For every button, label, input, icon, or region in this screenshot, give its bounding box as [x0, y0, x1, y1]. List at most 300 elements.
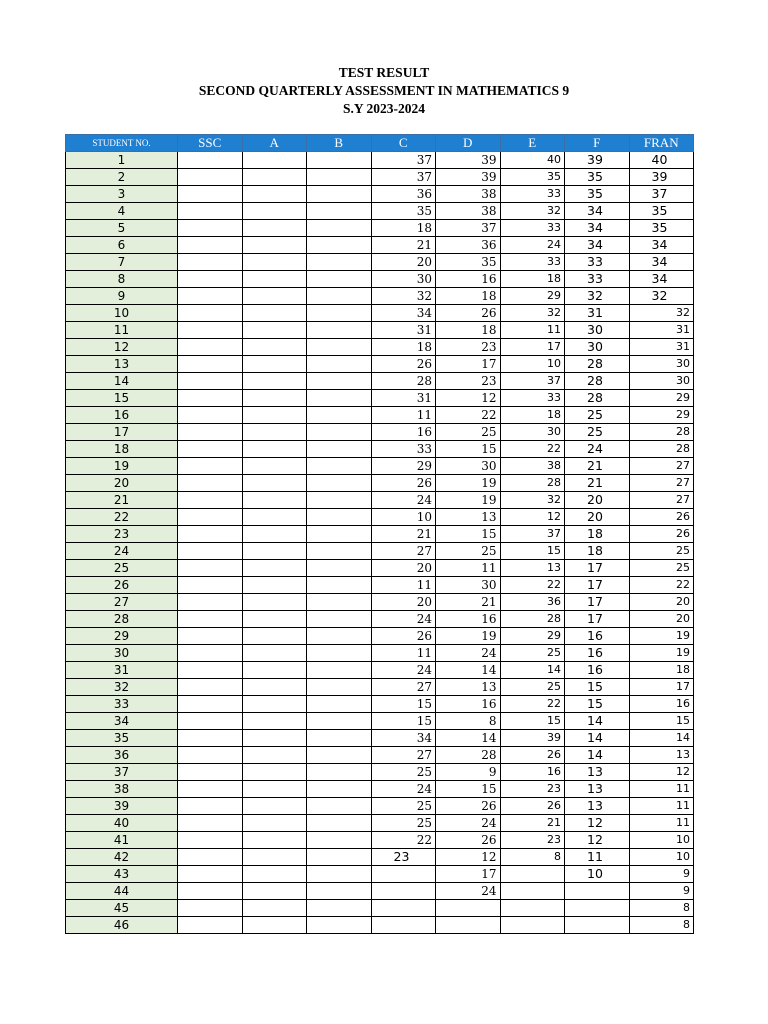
cell-c: 24 [371, 611, 436, 628]
header-f: F [565, 135, 630, 152]
cell-ssc [178, 815, 243, 832]
cell-b [307, 662, 372, 679]
cell-fran: 27 [629, 492, 694, 509]
cell-a [242, 849, 307, 866]
cell-fran: 31 [629, 339, 694, 356]
cell-e: 37 [500, 373, 565, 390]
cell-d: 19 [436, 475, 501, 492]
cell-f: 13 [565, 798, 630, 815]
cell-d: 16 [436, 696, 501, 713]
cell-ssc [178, 526, 243, 543]
cell-e [500, 917, 565, 934]
cell-a [242, 458, 307, 475]
cell-student-no: 22 [66, 509, 178, 526]
table-row [66, 305, 694, 322]
cell-f: 15 [565, 696, 630, 713]
cell-ssc [178, 254, 243, 271]
cell-f: 32 [565, 288, 630, 305]
cell-e: 28 [500, 475, 565, 492]
cell-student-no: 28 [66, 611, 178, 628]
cell-e: 32 [500, 492, 565, 509]
cell-d: 23 [436, 373, 501, 390]
cell-fran: 19 [629, 628, 694, 645]
cell-f: 21 [565, 475, 630, 492]
cell-c [371, 900, 436, 917]
cell-f: 13 [565, 781, 630, 798]
cell-d: 36 [436, 237, 501, 254]
cell-c: 15 [371, 713, 436, 730]
cell-e: 32 [500, 203, 565, 220]
cell-d: 24 [436, 815, 501, 832]
cell-b [307, 730, 372, 747]
header-d: D [436, 135, 501, 152]
table-row [66, 560, 694, 577]
cell-ssc [178, 390, 243, 407]
cell-b [307, 458, 372, 475]
cell-e [500, 866, 565, 883]
cell-b [307, 798, 372, 815]
cell-a [242, 815, 307, 832]
cell-b [307, 696, 372, 713]
cell-e: 40 [500, 152, 565, 169]
cell-student-no: 13 [66, 356, 178, 373]
table-row [66, 203, 694, 220]
cell-f: 25 [565, 424, 630, 441]
cell-student-no: 7 [66, 254, 178, 271]
cell-ssc [178, 356, 243, 373]
cell-fran: 27 [629, 458, 694, 475]
cell-fran: 18 [629, 662, 694, 679]
cell-student-no: 21 [66, 492, 178, 509]
table-row [66, 798, 694, 815]
table-row [66, 322, 694, 339]
cell-fran: 30 [629, 356, 694, 373]
cell-a [242, 424, 307, 441]
table-row [66, 390, 694, 407]
cell-d: 39 [436, 152, 501, 169]
cell-f: 20 [565, 492, 630, 509]
cell-ssc [178, 781, 243, 798]
cell-b [307, 339, 372, 356]
cell-c: 24 [371, 781, 436, 798]
cell-ssc [178, 628, 243, 645]
table-row [66, 917, 694, 934]
cell-b [307, 900, 372, 917]
cell-a [242, 271, 307, 288]
table-row [66, 577, 694, 594]
cell-b [307, 645, 372, 662]
table-row [66, 883, 694, 900]
cell-fran: 39 [629, 169, 694, 186]
cell-e: 33 [500, 186, 565, 203]
cell-ssc [178, 798, 243, 815]
cell-b [307, 407, 372, 424]
cell-e: 38 [500, 458, 565, 475]
cell-ssc [178, 373, 243, 390]
cell-ssc [178, 322, 243, 339]
cell-d: 12 [436, 849, 501, 866]
cell-student-no: 38 [66, 781, 178, 798]
cell-student-no: 4 [66, 203, 178, 220]
cell-d: 16 [436, 271, 501, 288]
cell-b [307, 441, 372, 458]
cell-b [307, 764, 372, 781]
cell-f: 34 [565, 237, 630, 254]
cell-e [500, 900, 565, 917]
cell-e: 29 [500, 288, 565, 305]
cell-ssc [178, 883, 243, 900]
cell-f: 17 [565, 560, 630, 577]
cell-f: 24 [565, 441, 630, 458]
cell-b [307, 815, 372, 832]
cell-a [242, 917, 307, 934]
cell-fran: 15 [629, 713, 694, 730]
cell-e: 33 [500, 390, 565, 407]
cell-f: 16 [565, 645, 630, 662]
cell-ssc [178, 305, 243, 322]
cell-ssc [178, 152, 243, 169]
cell-fran: 29 [629, 407, 694, 424]
table-row [66, 849, 694, 866]
cell-student-no: 17 [66, 424, 178, 441]
cell-d: 24 [436, 883, 501, 900]
cell-c: 30 [371, 271, 436, 288]
cell-a [242, 866, 307, 883]
cell-d: 30 [436, 458, 501, 475]
table-row [66, 730, 694, 747]
cell-fran: 11 [629, 781, 694, 798]
cell-e: 14 [500, 662, 565, 679]
table-row [66, 458, 694, 475]
cell-a [242, 288, 307, 305]
cell-ssc [178, 849, 243, 866]
cell-fran: 11 [629, 815, 694, 832]
cell-c: 36 [371, 186, 436, 203]
cell-ssc [178, 560, 243, 577]
cell-b [307, 152, 372, 169]
cell-ssc [178, 203, 243, 220]
cell-d: 18 [436, 288, 501, 305]
cell-student-no: 1 [66, 152, 178, 169]
cell-f: 25 [565, 407, 630, 424]
cell-a [242, 322, 307, 339]
cell-ssc [178, 220, 243, 237]
cell-e: 22 [500, 441, 565, 458]
cell-d: 15 [436, 781, 501, 798]
table-row [66, 509, 694, 526]
cell-ssc [178, 407, 243, 424]
cell-a [242, 679, 307, 696]
table-row [66, 424, 694, 441]
cell-a [242, 526, 307, 543]
cell-a [242, 509, 307, 526]
table-row [66, 696, 694, 713]
cell-c: 33 [371, 441, 436, 458]
cell-e: 33 [500, 220, 565, 237]
cell-d: 18 [436, 322, 501, 339]
cell-ssc [178, 543, 243, 560]
cell-a [242, 730, 307, 747]
table-row [66, 288, 694, 305]
cell-e: 18 [500, 407, 565, 424]
cell-ssc [178, 611, 243, 628]
cell-a [242, 186, 307, 203]
cell-a [242, 407, 307, 424]
cell-student-no: 10 [66, 305, 178, 322]
cell-a [242, 696, 307, 713]
table-row [66, 186, 694, 203]
header-a: A [242, 135, 307, 152]
cell-student-no: 45 [66, 900, 178, 917]
table-row [66, 662, 694, 679]
cell-a [242, 373, 307, 390]
cell-ssc [178, 645, 243, 662]
cell-student-no: 26 [66, 577, 178, 594]
cell-e: 35 [500, 169, 565, 186]
cell-student-no: 23 [66, 526, 178, 543]
cell-student-no: 40 [66, 815, 178, 832]
cell-student-no: 37 [66, 764, 178, 781]
cell-c: 32 [371, 288, 436, 305]
cell-f: 30 [565, 322, 630, 339]
cell-e: 16 [500, 764, 565, 781]
cell-ssc [178, 679, 243, 696]
cell-ssc [178, 747, 243, 764]
cell-f: 30 [565, 339, 630, 356]
cell-c: 16 [371, 424, 436, 441]
cell-ssc [178, 509, 243, 526]
cell-d: 15 [436, 441, 501, 458]
table-row [66, 543, 694, 560]
cell-c: 34 [371, 305, 436, 322]
cell-d: 14 [436, 730, 501, 747]
table-row [66, 628, 694, 645]
cell-fran: 34 [629, 254, 694, 271]
cell-d: 25 [436, 424, 501, 441]
cell-d: 26 [436, 832, 501, 849]
cell-b [307, 628, 372, 645]
cell-ssc [178, 441, 243, 458]
cell-fran: 30 [629, 373, 694, 390]
cell-fran: 37 [629, 186, 694, 203]
table-row [66, 339, 694, 356]
cell-d: 37 [436, 220, 501, 237]
cell-f: 33 [565, 271, 630, 288]
table-row [66, 594, 694, 611]
cell-e: 17 [500, 339, 565, 356]
cell-fran: 32 [629, 305, 694, 322]
cell-e: 15 [500, 713, 565, 730]
cell-c: 18 [371, 339, 436, 356]
table-row [66, 781, 694, 798]
cell-a [242, 475, 307, 492]
cell-ssc [178, 696, 243, 713]
cell-a [242, 254, 307, 271]
table-row [66, 679, 694, 696]
cell-a [242, 356, 307, 373]
cell-student-no: 46 [66, 917, 178, 934]
cell-d: 35 [436, 254, 501, 271]
cell-c: 28 [371, 373, 436, 390]
cell-f [565, 900, 630, 917]
cell-c: 26 [371, 475, 436, 492]
cell-d: 17 [436, 866, 501, 883]
table-row [66, 475, 694, 492]
cell-ssc [178, 662, 243, 679]
cell-student-no: 42 [66, 849, 178, 866]
cell-f [565, 883, 630, 900]
cell-c: 20 [371, 560, 436, 577]
cell-e: 10 [500, 356, 565, 373]
cell-e: 37 [500, 526, 565, 543]
cell-c: 29 [371, 458, 436, 475]
cell-ssc [178, 186, 243, 203]
cell-b [307, 322, 372, 339]
table-row [66, 764, 694, 781]
cell-b [307, 305, 372, 322]
cell-f: 11 [565, 849, 630, 866]
cell-f: 13 [565, 764, 630, 781]
cell-d: 13 [436, 679, 501, 696]
cell-a [242, 747, 307, 764]
header-e: E [500, 135, 565, 152]
cell-e: 22 [500, 696, 565, 713]
cell-a [242, 662, 307, 679]
cell-c: 10 [371, 509, 436, 526]
table-row [66, 356, 694, 373]
cell-e: 23 [500, 832, 565, 849]
cell-b [307, 526, 372, 543]
cell-a [242, 492, 307, 509]
cell-c: 31 [371, 322, 436, 339]
cell-e: 33 [500, 254, 565, 271]
cell-student-no: 43 [66, 866, 178, 883]
cell-d: 23 [436, 339, 501, 356]
cell-a [242, 628, 307, 645]
cell-a [242, 594, 307, 611]
cell-f: 14 [565, 747, 630, 764]
cell-student-no: 35 [66, 730, 178, 747]
table-row [66, 254, 694, 271]
cell-ssc [178, 475, 243, 492]
cell-c: 24 [371, 662, 436, 679]
cell-c: 18 [371, 220, 436, 237]
cell-b [307, 781, 372, 798]
cell-student-no: 33 [66, 696, 178, 713]
cell-fran: 28 [629, 441, 694, 458]
cell-c: 37 [371, 169, 436, 186]
cell-fran: 17 [629, 679, 694, 696]
cell-c: 37 [371, 152, 436, 169]
table-row [66, 169, 694, 186]
cell-b [307, 560, 372, 577]
cell-f: 14 [565, 713, 630, 730]
cell-a [242, 713, 307, 730]
cell-ssc [178, 458, 243, 475]
cell-b [307, 543, 372, 560]
cell-a [242, 900, 307, 917]
cell-student-no: 24 [66, 543, 178, 560]
cell-fran: 28 [629, 424, 694, 441]
cell-f: 21 [565, 458, 630, 475]
cell-fran: 10 [629, 832, 694, 849]
cell-student-no: 36 [66, 747, 178, 764]
cell-e: 18 [500, 271, 565, 288]
cell-fran: 16 [629, 696, 694, 713]
cell-fran: 35 [629, 203, 694, 220]
cell-b [307, 849, 372, 866]
cell-b [307, 577, 372, 594]
cell-d: 39 [436, 169, 501, 186]
cell-fran: 8 [629, 900, 694, 917]
cell-d: 16 [436, 611, 501, 628]
cell-student-no: 29 [66, 628, 178, 645]
cell-fran: 13 [629, 747, 694, 764]
cell-a [242, 152, 307, 169]
cell-d: 19 [436, 492, 501, 509]
cell-ssc [178, 730, 243, 747]
cell-e: 36 [500, 594, 565, 611]
cell-f: 17 [565, 594, 630, 611]
cell-c: 35 [371, 203, 436, 220]
cell-fran: 35 [629, 220, 694, 237]
cell-a [242, 832, 307, 849]
cell-fran: 40 [629, 152, 694, 169]
cell-fran: 25 [629, 560, 694, 577]
table-row [66, 832, 694, 849]
cell-student-no: 41 [66, 832, 178, 849]
cell-fran: 22 [629, 577, 694, 594]
cell-f: 34 [565, 220, 630, 237]
table-row [66, 152, 694, 169]
cell-c: 23 [371, 849, 436, 866]
cell-fran: 20 [629, 611, 694, 628]
cell-b [307, 883, 372, 900]
cell-a [242, 611, 307, 628]
cell-a [242, 798, 307, 815]
title-line-2: SECOND QUARTERLY ASSESSMENT IN MATHEMATICS 9 [198, 83, 570, 98]
cell-e: 15 [500, 543, 565, 560]
cell-c: 25 [371, 815, 436, 832]
cell-d [436, 900, 501, 917]
cell-c: 21 [371, 526, 436, 543]
cell-e: 12 [500, 509, 565, 526]
cell-b [307, 203, 372, 220]
cell-fran: 27 [629, 475, 694, 492]
cell-c: 25 [371, 764, 436, 781]
title-line-3: S.Y 2023-2024 [342, 101, 425, 116]
cell-c: 25 [371, 798, 436, 815]
cell-c: 20 [371, 594, 436, 611]
cell-f: 10 [565, 866, 630, 883]
cell-c: 31 [371, 390, 436, 407]
cell-b [307, 679, 372, 696]
cell-b [307, 186, 372, 203]
cell-fran: 25 [629, 543, 694, 560]
cell-b [307, 747, 372, 764]
cell-b [307, 424, 372, 441]
cell-d: 11 [436, 560, 501, 577]
cell-d: 25 [436, 543, 501, 560]
cell-fran: 12 [629, 764, 694, 781]
cell-student-no: 18 [66, 441, 178, 458]
cell-f: 18 [565, 543, 630, 560]
header-student-no: STUDENT NO. [66, 135, 178, 152]
table-row [66, 441, 694, 458]
cell-f: 28 [565, 373, 630, 390]
cell-c: 20 [371, 254, 436, 271]
cell-f: 20 [565, 509, 630, 526]
